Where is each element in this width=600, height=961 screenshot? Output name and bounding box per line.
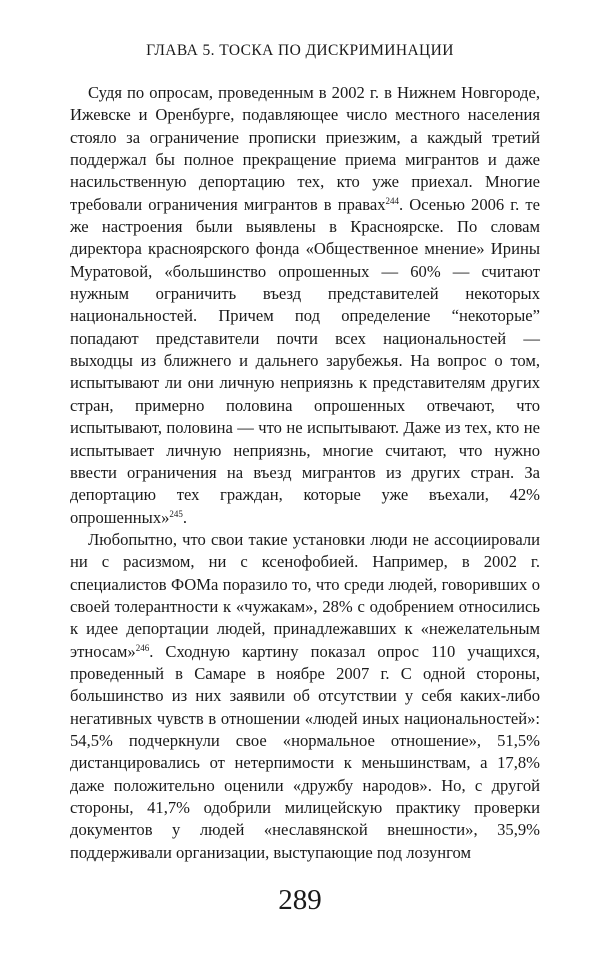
paragraph-1: [70, 82, 540, 529]
footnote-ref-244[interactable]: 244: [385, 195, 400, 206]
footnote-ref-246[interactable]: 246: [135, 642, 150, 653]
footnote-ref-245[interactable]: 245: [169, 508, 183, 519]
paragraph-2-text-cont: . Сходную картину показал опрос 110 учащихся, проведенный в Самаре в ноябре 2007 г. С одной стороны, большинство из них заявили об отсутствии у себя каких-либо негативных чувств в отношении «людей иных национальностей»: 54,5% подчеркнули свое «нормальное отношение», 51,5% дистанцировались от нетерпимости к меньшинствам, а 17,8% даже положительно оценили «дружбу народов». Но, с другой стороны, 41,7% одобрили милицейскую практику проверки документов у людей «неславянской внешности», 35,9% поддерживали организации, выступающие под лозунгом: [70, 641, 540, 862]
running-head: ГЛАВА 5. ТОСКА ПО ДИСКРИМИНАЦИИ: [146, 42, 454, 59]
paragraph-1-text: Судя по опросам, проведенным в 2002 г. в Нижнем Новгороде, Ижевске и Оренбурге, подавляющее число местного населения стояло за ограничение прописки приезжим, а каждый третий поддержал бы полное прекращение приема мигрантов и даже насильственную депортацию тех, кто уже приехал. Многие требовали ограничения мигрантов в правах: [70, 83, 540, 214]
page-number: 289: [278, 884, 322, 916]
paragraph-2: [70, 529, 540, 864]
paragraph-1-text-end: .: [182, 507, 188, 527]
paragraph-1-text-cont: . Осенью 2006 г. те же настроения были выявлены в Красноярске. По словам директора красноярского фонда «Общественное мнение» Ирины Муратовой, «большинство опрошенных — 60% — считают нужным ограничить въезд представителей некоторых национальностей. Причем под определение “некоторые” попадают представители почти всех национальностей — выходцы из ближнего и дальнего зарубежья. На вопрос о том, испытывают ли они личную неприязнь к представителям других стран, примерно половина опрошенных отвечают, что испытывают, половина — что не испытывают. Даже из тех, кто не испытывает личную неприязнь, многие считают, что нужно ввести ограничения на въезд мигрантов из других стран. За депортацию тех граждан, которые уже въехали, 42% опрошенных»: [70, 194, 540, 527]
body-text: [70, 82, 540, 864]
paragraph-2-text: Любопытно, что свои такие установки люди не ассоциировали ни с расизмом, ни с ксенофобией. Например, в 2002 г. специалистов ФОМа поразило то, что среди людей, говоривших о своей толерантности к «чужакам», 28% с одобрением относились к идее депортации людей, принадлежавших к «нежелательным этносам»: [70, 529, 540, 661]
